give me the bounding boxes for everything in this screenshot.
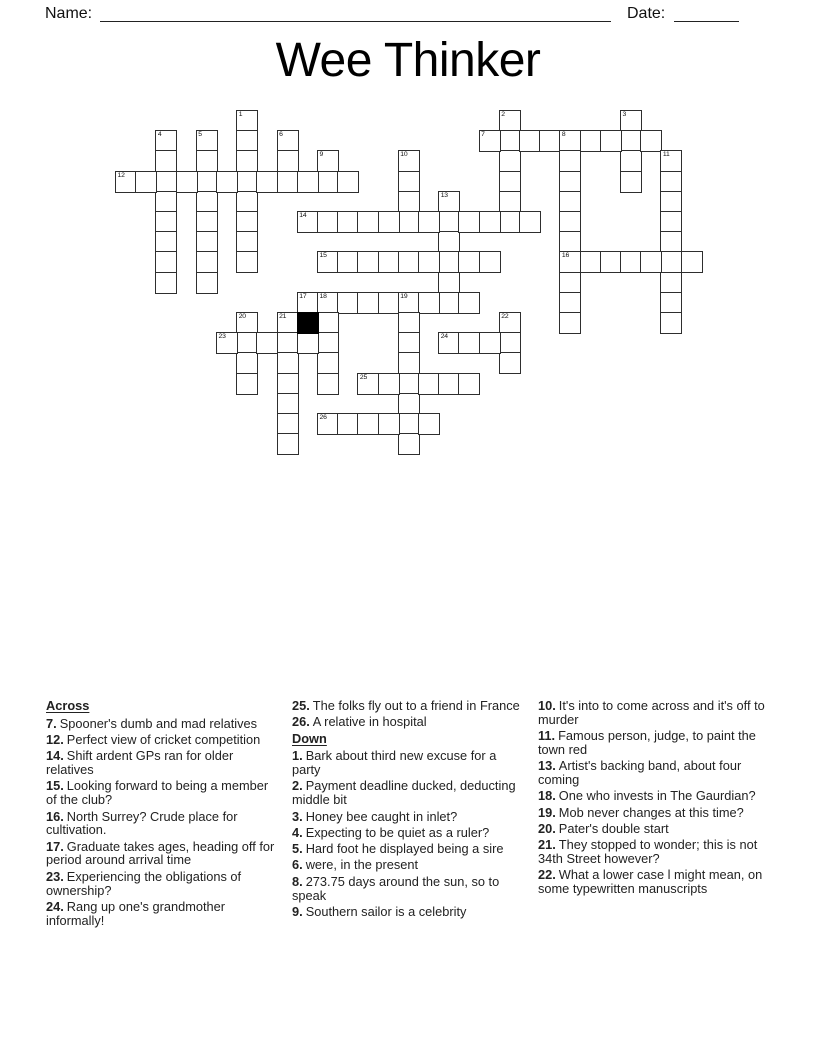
grid-cell[interactable] [317,373,339,395]
grid-cell[interactable] [398,312,420,334]
grid-cell[interactable] [317,251,339,273]
grid-cell[interactable] [277,352,299,374]
clue [538,729,768,757]
grid-cell[interactable] [196,231,218,253]
grid-cell[interactable] [600,130,622,152]
grid-cell[interactable] [438,373,460,395]
clue-number: 16. [46,808,64,824]
grid-cell[interactable] [660,191,682,213]
cell-number: 12 [117,171,125,179]
clue-number: 9. [292,903,303,919]
grid-cell[interactable] [580,251,602,273]
grid-cell[interactable] [398,393,420,415]
clue [46,840,276,868]
grid-cell[interactable] [458,251,480,273]
clue-number: 8. [292,873,303,889]
grid-cell[interactable] [236,171,258,193]
grid-cell[interactable] [499,171,521,193]
grid-cell[interactable] [196,171,218,193]
clue-text: Southern sailor is a celebrity [305,903,467,919]
clue-number: 20. [538,820,556,836]
grid-cell[interactable] [277,332,299,354]
grid-cell[interactable] [559,150,581,172]
grid-cell[interactable] [559,211,581,233]
grid-cell[interactable] [236,211,258,233]
clue-number: 22. [538,867,556,883]
clues-column [46,699,276,930]
grid-cell[interactable] [378,211,400,233]
clues-section [46,699,770,930]
grid-cell[interactable] [398,413,420,435]
grid-cell[interactable] [337,171,359,193]
clue [292,875,522,903]
grid-cell[interactable] [438,231,460,253]
grid-cell[interactable] [438,332,460,354]
crossword-grid [0,0,816,470]
clue [292,826,522,840]
clue [292,810,522,824]
grid-cell[interactable] [580,130,602,152]
grid-cell[interactable] [620,130,642,152]
clues-column [292,699,522,930]
clue-number: 17. [46,838,64,854]
cell-number: 18 [319,292,327,300]
grid-cell[interactable] [499,332,521,354]
cell-number: 23 [218,333,226,341]
grid-cell[interactable] [398,433,420,455]
clue-text: 273.75 days around the sun, so to speak [292,873,500,903]
cell-number: 21 [279,313,287,320]
clue-number: 4. [292,824,303,840]
grid-cell[interactable] [277,413,299,435]
grid-cell[interactable] [398,352,420,374]
cell-number: 14 [299,212,307,219]
grid-cell[interactable] [277,393,299,415]
grid-cell[interactable] [559,251,581,273]
grid-cell[interactable] [438,191,460,213]
grid-cell[interactable] [277,171,299,193]
grid-cell[interactable] [499,312,521,334]
grid-cell[interactable] [620,171,642,193]
clue [538,838,768,866]
grid-cell[interactable] [115,171,137,193]
grid-cell[interactable] [660,272,682,294]
grid-cell[interactable] [559,231,581,253]
grid-cell[interactable] [378,413,400,435]
grid-cell[interactable] [539,130,561,152]
clue-number: 5. [292,841,303,857]
grid-cell[interactable] [418,292,440,314]
grid-cell[interactable] [216,332,238,354]
grid-cell[interactable] [297,211,319,233]
grid-cell[interactable] [681,251,703,273]
cell-number: 26 [319,414,327,421]
grid-cell[interactable] [418,413,440,435]
cell-number: 4 [157,131,162,139]
grid-cell[interactable] [337,251,359,273]
grid-cell[interactable] [620,251,642,273]
clue-text: Mob never changes at this time? [558,804,744,820]
grid-cell[interactable] [236,251,258,273]
cell-number: 9 [319,151,324,159]
grid-cell[interactable] [317,292,339,314]
grid-cell[interactable] [236,150,258,172]
clue-text: Artist's backing band, about four coming [538,758,742,787]
grid-cell[interactable] [357,251,379,273]
clues-column [538,699,768,930]
grid-cell[interactable] [559,312,581,334]
clue-text: One who invests in The Gaurdian? [558,788,756,804]
clue [46,717,276,731]
clue-text: Experiencing the obligations of ownership? [46,868,242,898]
grid-cell[interactable] [256,171,278,193]
grid-cell[interactable] [559,171,581,193]
clue-number: 19. [538,804,556,820]
clue-number: 15. [46,778,64,794]
clue [292,779,522,807]
grid-cell[interactable] [357,413,379,435]
clue-number: 1. [292,748,303,764]
grid-cell[interactable] [499,110,521,132]
clue-number: 26. [292,714,310,730]
cell-number: 10 [400,151,408,159]
clue-text: Rang up one's grandmother informally! [46,898,226,928]
cell-number: 6 [279,131,283,139]
clue-number: 7. [46,715,57,731]
grid-cell[interactable] [418,373,440,395]
clue-number: 3. [292,808,303,824]
cell-number: 19 [400,292,408,300]
grid-cell[interactable] [317,211,339,233]
grid-cell[interactable] [519,211,541,233]
clue [538,806,768,820]
clue-number: 21. [538,837,556,853]
grid-cell[interactable] [640,130,662,152]
cell-number: 16 [561,252,570,260]
clue-text: Bark about third new excuse for a party [292,748,497,778]
clue-number: 25. [292,698,310,713]
clue [538,868,768,896]
cell-number: 11 [662,151,670,159]
clue [46,733,276,747]
grid-cell[interactable] [297,292,319,314]
clue [292,842,522,856]
grid-cell[interactable] [418,211,440,233]
clue-text: Shift ardent GPs ran for older relatives [46,748,234,778]
clue-text: Graduate takes ages, heading off for period around arrival time [46,838,275,868]
grid-cell[interactable] [640,251,662,273]
clue [292,749,522,777]
grid-cell[interactable] [398,191,420,213]
grid-cell[interactable] [236,312,258,334]
grid-cell[interactable] [155,231,177,253]
grid-cell[interactable] [357,211,379,233]
clue [46,870,276,898]
cell-number: 2 [501,111,505,118]
grid-cell[interactable] [155,191,177,213]
cell-number: 22 [501,313,509,320]
clues-heading: Down [292,730,327,746]
grid-cell[interactable] [398,171,420,193]
grid-cell[interactable] [559,130,581,152]
cell-number: 7 [481,131,485,139]
grid-cell[interactable] [196,150,218,172]
grid-cell[interactable] [337,292,359,314]
grid-cell[interactable] [398,251,420,273]
clue [538,789,768,803]
grid-cell[interactable] [660,251,682,273]
clue [538,759,768,787]
clue-text: Looking forward to being a member of the club? [46,778,269,808]
cell-number: 3 [622,111,627,118]
grid-cell[interactable] [499,191,521,213]
grid-cell[interactable] [458,292,480,314]
grid-cell[interactable] [236,130,258,152]
clue-text: Hard foot he displayed being a sire [305,841,504,857]
grid-cell[interactable] [559,292,581,314]
grid-cell[interactable] [398,373,420,395]
clue-number: 18. [538,788,556,804]
grid-cell[interactable] [357,373,379,395]
clue-text: The folks fly out to a friend in France [312,698,520,713]
grid-cell[interactable] [155,171,177,193]
grid-cell[interactable] [378,292,400,314]
clue [46,779,276,807]
grid-cell[interactable] [236,352,258,374]
grid-cell[interactable] [620,150,642,172]
grid-cell[interactable] [236,191,258,213]
grid-cell[interactable] [196,211,218,233]
grid-cell[interactable] [317,352,339,374]
grid-cell[interactable] [196,130,218,152]
grid-cell[interactable] [277,433,299,455]
grid-cell[interactable] [277,150,299,172]
grid-cell[interactable] [256,332,278,354]
clue-text: North Surrey? Crude place for cultivation. [46,808,238,838]
grid-cell[interactable] [337,211,359,233]
grid-cell[interactable] [317,332,339,354]
grid-cell[interactable] [479,130,501,152]
grid-cell[interactable] [458,332,480,354]
clue-number: 11. [538,728,556,744]
puzzle-title: Wee Thinker [275,34,541,87]
clue-number: 13. [538,758,556,774]
cell-number: 5 [198,131,202,139]
grid-cell[interactable] [155,211,177,233]
grid-cell[interactable] [499,352,521,374]
grid-cell[interactable] [378,251,400,273]
grid-cell[interactable] [176,171,198,193]
grid-cell[interactable] [479,251,501,273]
grid-cell[interactable] [216,171,238,193]
grid-cell[interactable] [479,211,501,233]
grid-cell[interactable] [135,171,157,193]
clue [46,900,276,928]
grid-cell[interactable] [317,413,339,435]
cell-number: 13 [440,191,448,199]
clue-text: Famous person, judge, to paint the town red [538,728,756,757]
clue-text: A relative in hospital [312,714,427,730]
grid-cell[interactable] [196,272,218,294]
clue-text: They stopped to wonder; this is not 34th Street however? [538,837,758,866]
grid-cell[interactable] [297,332,319,354]
grid-cell[interactable] [620,110,642,132]
grid-cell[interactable] [155,150,177,172]
grid-cell[interactable] [196,251,218,273]
cell-number: 20 [238,313,246,320]
grid-cell[interactable] [479,332,501,354]
grid-cell[interactable] [398,211,420,233]
grid-cell[interactable] [357,292,379,314]
grid-cell[interactable] [317,150,339,172]
grid-cell[interactable] [499,150,521,172]
grid-cell[interactable] [499,211,521,233]
grid-cell[interactable] [317,312,339,334]
grid-cell[interactable] [155,272,177,294]
clue-text: Perfect view of cricket competition [66,732,261,748]
clue-text: Pater's double start [558,820,669,836]
grid-cell[interactable] [660,231,682,253]
clue [292,715,522,729]
grid-cell[interactable] [398,332,420,354]
clue [538,699,768,727]
clue [46,810,276,838]
grid-cell[interactable] [438,211,460,233]
grid-cell[interactable] [155,251,177,273]
cell-number: 1 [238,111,243,118]
grid-cell[interactable] [660,292,682,314]
grid-cell[interactable] [660,211,682,233]
grid-cell[interactable] [155,130,177,152]
clue [538,822,768,836]
grid-cell[interactable] [438,272,460,294]
clue-text: What a lower case l might mean, on some typewritten manuscripts [538,867,763,897]
grid-cell[interactable] [438,251,460,273]
clue [46,749,276,777]
grid-cell[interactable] [398,150,420,172]
grid-cell[interactable] [559,191,581,213]
clue-text: Expecting to be quiet as a ruler? [305,824,490,840]
grid-cell[interactable] [317,171,339,193]
grid-cell[interactable] [236,110,258,132]
grid-cell[interactable] [277,373,299,395]
cell-number: 17 [299,292,307,300]
clue [292,699,522,713]
grid-cell[interactable] [277,312,299,334]
clue-number: 10. [538,698,556,713]
grid-cell[interactable] [337,413,359,435]
clue-number: 12. [46,732,64,748]
grid-cell[interactable] [297,171,319,193]
grid-cell[interactable] [418,251,440,273]
grid-cell[interactable] [378,373,400,395]
grid-cell[interactable] [660,171,682,193]
grid-cell[interactable] [438,292,460,314]
clue-text: It's into to come across and it's off to murder [538,698,765,727]
grid-cell[interactable] [458,211,480,233]
clue-number: 24. [46,898,64,914]
clue-text: Payment deadline ducked, deducting middle bit [292,778,516,808]
cell-number: 24 [440,333,448,341]
grid-cell[interactable] [660,312,682,334]
grid-cell[interactable] [277,130,299,152]
clue-text: Honey bee caught in inlet? [305,808,458,824]
cell-number: 15 [319,252,327,260]
clue-number: 23. [46,868,64,884]
grid-cell[interactable] [236,231,258,253]
black-cell [297,312,319,334]
name-label: Name: [45,5,93,22]
clue-text: Spooner's dumb and mad relatives [59,715,258,731]
clues-heading: Across [46,698,90,713]
cell-number: 25 [359,373,368,381]
date-label: Date: [627,5,666,22]
clue [292,858,522,872]
grid-cell[interactable] [458,373,480,395]
grid-cell[interactable] [236,373,258,395]
grid-cell[interactable] [660,150,682,172]
clue-number: 14. [46,748,64,764]
clue-number: 6. [292,857,303,873]
grid-cell[interactable] [236,332,258,354]
clue-text: were, in the present [305,857,419,873]
grid-cell[interactable] [559,272,581,294]
grid-cell[interactable] [196,191,218,213]
cell-number: 8 [561,131,566,139]
grid-cell[interactable] [398,292,420,314]
grid-cell[interactable] [600,251,622,273]
grid-cell[interactable] [519,130,541,152]
clue-number: 2. [292,778,303,794]
clue [292,905,522,919]
grid-cell[interactable] [499,130,521,152]
